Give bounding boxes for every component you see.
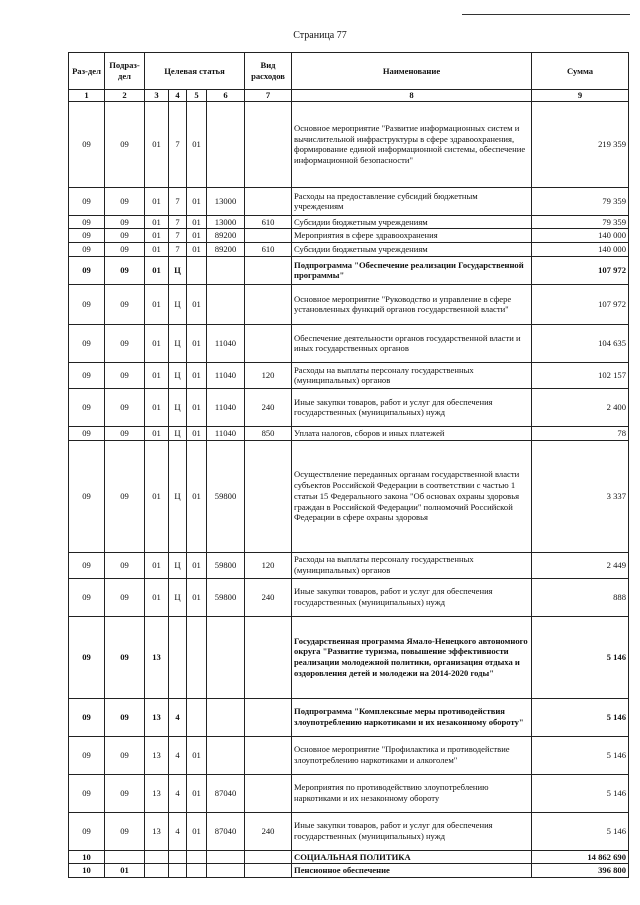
header-sum: Сумма [532,53,629,90]
cell-razdel: 09 [69,736,105,774]
table-row [69,284,629,324]
cell-sum: 3 337 [532,440,629,552]
cell-target-b: 7 [169,215,187,229]
cell-name: Основное мероприятие "Развитие информационных систем и вычислительной инфраструктуры в сфере здравоохранения, формирование единой информационной системы, обеспечение информационной безопасности" [292,101,532,187]
cell-razdel: 10 [69,850,105,864]
cell-vid: 610 [245,243,292,257]
cell-target-b: Ц [169,324,187,362]
cell-vid [245,616,292,698]
cell-sum: 396 800 [532,864,629,878]
cell-target-a: 13 [145,698,169,736]
cell-vid [245,101,292,187]
table-row [69,578,629,616]
cell-target-c: 01 [187,284,207,324]
cell-razdel: 09 [69,616,105,698]
cell-vid [245,440,292,552]
cell-podrazdel: 09 [105,388,145,426]
cell-razdel: 09 [69,215,105,229]
table-row [69,229,629,243]
cell-razdel: 09 [69,362,105,388]
cell-name: Подпрограмма "Обеспечение реализации Государственной программы" [292,256,532,284]
table-row [69,736,629,774]
column-number: 1 [69,90,105,102]
cell-sum: 78 [532,426,629,440]
cell-target-d: 11040 [207,324,245,362]
cell-target-c: 01 [187,736,207,774]
cell-sum: 888 [532,578,629,616]
table-row [69,698,629,736]
table-row [69,812,629,850]
cell-podrazdel: 09 [105,552,145,578]
cell-vid [245,774,292,812]
cell-target-d: 59800 [207,440,245,552]
cell-target-b [169,864,187,878]
cell-razdel: 09 [69,578,105,616]
cell-razdel: 09 [69,812,105,850]
column-number: 6 [207,90,245,102]
cell-podrazdel: 09 [105,616,145,698]
cell-podrazdel: 09 [105,774,145,812]
cell-target-d: 59800 [207,578,245,616]
cell-target-c [187,616,207,698]
cell-target-a: 01 [145,552,169,578]
cell-target-d [207,101,245,187]
cell-name: Субсидии бюджетным учреждениям [292,215,532,229]
cell-razdel: 09 [69,552,105,578]
cell-target-d: 13000 [207,187,245,215]
cell-target-d [207,698,245,736]
cell-target-c: 01 [187,812,207,850]
cell-podrazdel: 09 [105,578,145,616]
cell-vid [245,698,292,736]
cell-sum: 104 635 [532,324,629,362]
table-body [69,101,629,877]
cell-target-c: 01 [187,362,207,388]
cell-target-c: 01 [187,324,207,362]
cell-target-c: 01 [187,552,207,578]
cell-razdel: 09 [69,243,105,257]
table-row [69,101,629,187]
cell-target-b: Ц [169,256,187,284]
cell-vid: 240 [245,812,292,850]
cell-podrazdel: 09 [105,256,145,284]
cell-target-b: Ц [169,284,187,324]
cell-target-b: 7 [169,187,187,215]
cell-target-a: 13 [145,736,169,774]
cell-name: Обеспечение деятельности органов государственной власти и иных государственных органов [292,324,532,362]
header-rule [462,14,630,15]
cell-sum: 5 146 [532,774,629,812]
cell-target-b: Ц [169,440,187,552]
cell-target-b: 4 [169,812,187,850]
cell-vid [245,324,292,362]
table-row [69,215,629,229]
cell-razdel: 09 [69,187,105,215]
cell-podrazdel: 09 [105,812,145,850]
cell-target-d: 87040 [207,774,245,812]
cell-target-c [187,850,207,864]
header-vid: Вид расходов [245,53,292,90]
cell-target-d [207,616,245,698]
cell-target-b: Ц [169,362,187,388]
cell-sum: 79 359 [532,215,629,229]
cell-razdel: 09 [69,256,105,284]
cell-vid: 240 [245,388,292,426]
header-podrazdel: Подраз-дел [105,53,145,90]
cell-target-a: 01 [145,388,169,426]
cell-podrazdel: 09 [105,215,145,229]
cell-vid [245,864,292,878]
column-number: 8 [292,90,532,102]
cell-target-d: 89200 [207,243,245,257]
table-row [69,440,629,552]
cell-target-b: Ц [169,388,187,426]
cell-razdel: 09 [69,388,105,426]
cell-vid [245,229,292,243]
header-target: Целевая статья [145,53,245,90]
table-row [69,243,629,257]
cell-name: Пенсионное обеспечение [292,864,532,878]
cell-target-c [187,698,207,736]
cell-target-d: 13000 [207,215,245,229]
cell-podrazdel: 09 [105,324,145,362]
table-row [69,426,629,440]
cell-target-d: 11040 [207,388,245,426]
cell-target-d [207,256,245,284]
table-row [69,256,629,284]
cell-name: Расходы на выплаты персоналу государственных (муниципальных) органов [292,362,532,388]
cell-razdel: 09 [69,101,105,187]
cell-razdel: 09 [69,229,105,243]
cell-target-a: 01 [145,101,169,187]
cell-vid: 850 [245,426,292,440]
cell-target-a: 13 [145,774,169,812]
cell-name: Основное мероприятие "Руководство и управление в сфере установленных функций органов государственной власти" [292,284,532,324]
cell-vid [245,284,292,324]
table-row [69,774,629,812]
column-number: 5 [187,90,207,102]
cell-target-d: 59800 [207,552,245,578]
cell-name: Подпрограмма "Комплексные меры противодействия злоупотреблению наркотиками и их незаконному обороту" [292,698,532,736]
cell-target-a: 01 [145,362,169,388]
cell-name: Государственная программа Ямало-Ненецкого автономного округа "Развитие туризма, повышение эффективности реализации молодежной политики, организация отдыха и оздоровления детей и молодежи на 2014-2020 годы" [292,616,532,698]
table-row [69,324,629,362]
cell-target-b [169,616,187,698]
cell-sum: 107 972 [532,256,629,284]
cell-target-c: 01 [187,774,207,812]
cell-name: Осуществление переданных органам государственной власти субъектов Российской Федерации в соответствии с частью 1 статьи 15 Федерального закона "Об основах охраны здоровья граждан в Российской Федерации" полномочий Российской Федерации в сфере охраны здоровья [292,440,532,552]
column-number-row [69,90,629,102]
cell-sum: 5 146 [532,812,629,850]
cell-target-c: 01 [187,426,207,440]
cell-podrazdel: 09 [105,698,145,736]
cell-target-d: 89200 [207,229,245,243]
cell-target-c: 01 [187,243,207,257]
table-row [69,362,629,388]
cell-sum: 5 146 [532,736,629,774]
cell-target-a: 01 [145,243,169,257]
cell-target-b: Ц [169,426,187,440]
cell-vid [245,187,292,215]
cell-target-b: 7 [169,243,187,257]
column-number: 9 [532,90,629,102]
cell-sum: 14 862 690 [532,850,629,864]
cell-target-c: 01 [187,388,207,426]
cell-target-a: 01 [145,324,169,362]
cell-razdel: 09 [69,426,105,440]
cell-name: Мероприятия в сфере здравоохранения [292,229,532,243]
cell-target-b: 7 [169,229,187,243]
cell-target-a: 01 [145,440,169,552]
cell-target-a: 01 [145,215,169,229]
cell-name: Расходы на выплаты персоналу государственных (муниципальных) органов [292,552,532,578]
column-number: 4 [169,90,187,102]
table-row [69,850,629,864]
cell-target-b [169,850,187,864]
budget-table [68,52,629,878]
cell-target-c: 01 [187,215,207,229]
cell-target-b: 4 [169,698,187,736]
cell-razdel: 09 [69,698,105,736]
header-name: Наименование [292,53,532,90]
cell-target-a [145,864,169,878]
cell-podrazdel [105,850,145,864]
cell-name: Иные закупки товаров, работ и услуг для обеспечения государственных (муниципальных) нужд [292,812,532,850]
cell-target-d [207,864,245,878]
table-row [69,388,629,426]
cell-razdel: 09 [69,774,105,812]
cell-target-a: 01 [145,187,169,215]
cell-podrazdel: 09 [105,243,145,257]
cell-podrazdel: 09 [105,229,145,243]
cell-name: СОЦИАЛЬНАЯ ПОЛИТИКА [292,850,532,864]
cell-vid [245,850,292,864]
cell-name: Иные закупки товаров, работ и услуг для обеспечения государственных (муниципальных) нужд [292,388,532,426]
cell-target-b: 4 [169,774,187,812]
cell-target-b: Ц [169,552,187,578]
cell-target-d [207,736,245,774]
cell-sum: 102 157 [532,362,629,388]
cell-target-a: 01 [145,426,169,440]
cell-target-d: 11040 [207,362,245,388]
cell-target-c: 01 [187,229,207,243]
cell-razdel: 09 [69,284,105,324]
cell-podrazdel: 01 [105,864,145,878]
cell-podrazdel: 09 [105,101,145,187]
cell-sum: 2 449 [532,552,629,578]
cell-sum: 5 146 [532,698,629,736]
cell-target-b: 7 [169,101,187,187]
cell-sum: 2 400 [532,388,629,426]
cell-target-a: 01 [145,284,169,324]
cell-name: Уплата налогов, сборов и иных платежей [292,426,532,440]
cell-sum: 140 000 [532,243,629,257]
cell-sum: 5 146 [532,616,629,698]
cell-name: Субсидии бюджетным учреждениям [292,243,532,257]
table-row [69,552,629,578]
cell-razdel: 10 [69,864,105,878]
cell-sum: 140 000 [532,229,629,243]
cell-podrazdel: 09 [105,426,145,440]
cell-vid: 120 [245,362,292,388]
cell-target-c: 01 [187,101,207,187]
header-razdel: Раз-дел [69,53,105,90]
cell-target-b: 4 [169,736,187,774]
cell-sum: 107 972 [532,284,629,324]
cell-vid [245,256,292,284]
cell-target-b: Ц [169,578,187,616]
cell-target-a: 13 [145,812,169,850]
cell-target-a: 13 [145,616,169,698]
cell-target-c [187,256,207,284]
cell-podrazdel: 09 [105,362,145,388]
cell-razdel: 09 [69,440,105,552]
cell-name: Основное мероприятие "Профилактика и противодействие злоупотреблению наркотиками и алкоголем" [292,736,532,774]
cell-target-c: 01 [187,187,207,215]
cell-target-d [207,284,245,324]
column-number: 2 [105,90,145,102]
cell-name: Иные закупки товаров, работ и услуг для обеспечения государственных (муниципальных) нужд [292,578,532,616]
cell-vid: 120 [245,552,292,578]
cell-target-d: 11040 [207,426,245,440]
cell-target-d: 87040 [207,812,245,850]
column-number: 3 [145,90,169,102]
table-row [69,187,629,215]
table-row [69,616,629,698]
cell-vid: 610 [245,215,292,229]
cell-sum: 79 359 [532,187,629,215]
cell-target-a [145,850,169,864]
header-row [69,53,629,90]
cell-target-c: 01 [187,578,207,616]
column-number: 7 [245,90,292,102]
cell-podrazdel: 09 [105,736,145,774]
cell-vid: 240 [245,578,292,616]
cell-name: Мероприятия по противодействию злоупотреблению наркотиками и их незаконному обороту [292,774,532,812]
cell-target-a: 01 [145,256,169,284]
cell-podrazdel: 09 [105,187,145,215]
cell-razdel: 09 [69,324,105,362]
cell-vid [245,736,292,774]
table-row [69,864,629,878]
cell-name: Расходы на предоставление субсидий бюджетным учреждениям [292,187,532,215]
cell-podrazdel: 09 [105,440,145,552]
cell-podrazdel: 09 [105,284,145,324]
cell-target-c [187,864,207,878]
page-number-label: Страница 77 [293,30,347,41]
cell-target-d [207,850,245,864]
cell-sum: 219 359 [532,101,629,187]
cell-target-a: 01 [145,229,169,243]
cell-target-c: 01 [187,440,207,552]
cell-target-a: 01 [145,578,169,616]
